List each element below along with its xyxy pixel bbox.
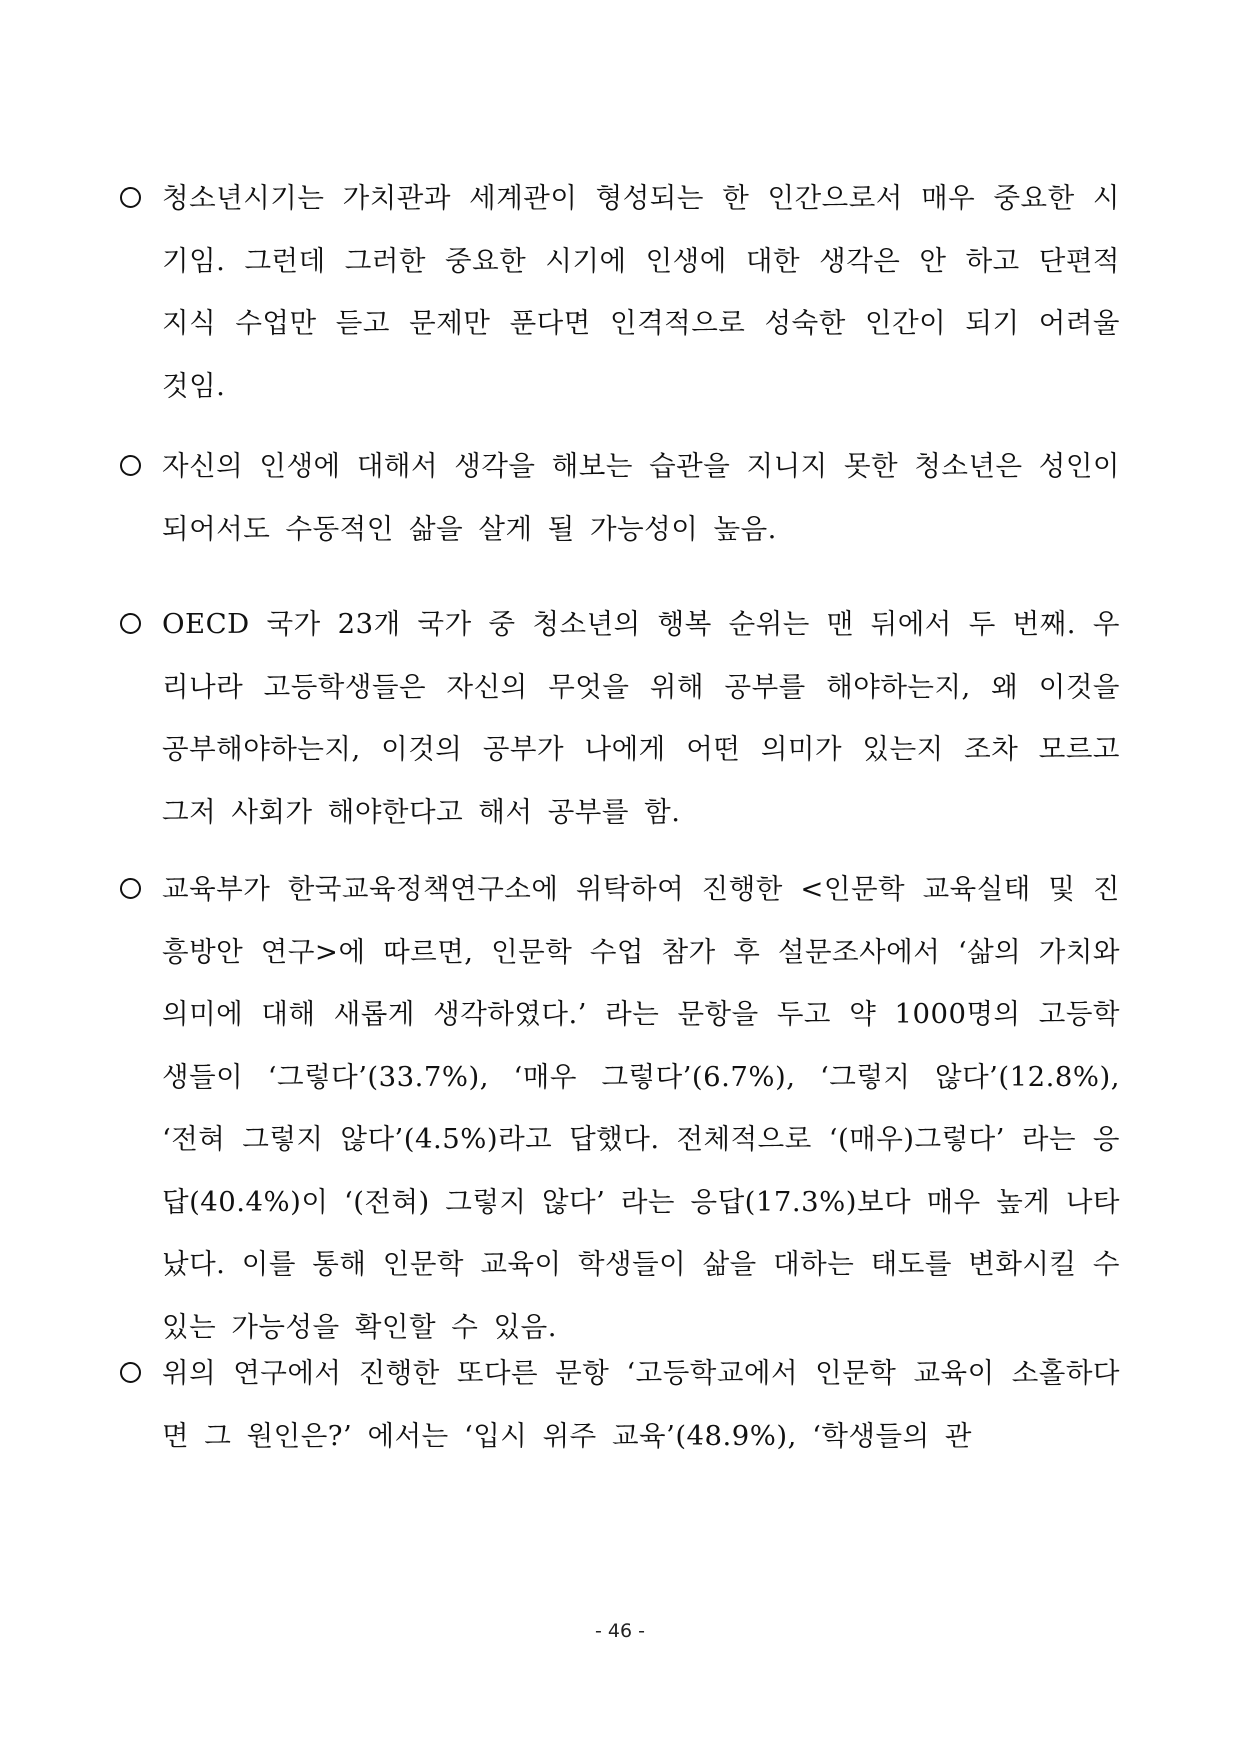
- circle-bullet-icon: [120, 858, 160, 920]
- paragraph-4: [120, 858, 1120, 1358]
- circle-bullet-icon: [120, 1342, 160, 1404]
- paragraph-text: 자신의 인생에 대해서 생각을 해보는 습관을 지니지 못한 청소년은 성인이 되어서도 수동적인 삶을 살게 될 가능성이 높음.: [162, 450, 1120, 545]
- page-number: - 46 -: [595, 1620, 645, 1642]
- paragraph-text: OECD 국가 23개 국가 중 청소년의 행복 순위는 맨 뒤에서 두 번째. 우리나라 고등학생들은 자신의 무엇을 위해 공부를 해야하는지, 왜 이것을 공부해야하는지, 이것의 공부가 나에게 어떤 의미가 있는지 조차 모르고 그저 사회가 해야한다고 해서 공부를 함.: [162, 608, 1120, 828]
- paragraph-text: 청소년시기는 가치관과 세계관이 형성되는 한 인간으로서 매우 중요한 시기임. 그런데 그러한 중요한 시기에 인생에 대한 생각은 안 하고 단편적 지식 수업만 듣고 문제만 푼다면 인격적으로 성숙한 인간이 되기 어려울 것임.: [162, 182, 1120, 402]
- paragraph-text: 위의 연구에서 진행한 또다른 문항 ‘고등학교에서 인문학 교육이 소홀하다면 그 원인은?’ 에서는 ‘입시 위주 교육’(48.9%), ‘학생들의 관: [162, 1357, 1120, 1452]
- paragraph-1: [120, 167, 1120, 417]
- paragraph-3: [120, 593, 1120, 843]
- circle-bullet-icon: [120, 435, 160, 497]
- paragraph-2: [120, 435, 1120, 560]
- circle-bullet-icon: [120, 593, 160, 655]
- paragraph-5: [120, 1342, 1120, 1467]
- circle-bullet-icon: [120, 167, 160, 229]
- paragraph-text: 교육부가 한국교육정책연구소에 위탁하여 진행한 <인문학 교육실태 및 진흥방안 연구>에 따르면, 인문학 수업 참가 후 설문조사에서 ‘삶의 가치와 의미에 대해 새롭게 생각하였다.’ 라는 문항을 두고 약 1000명의 고등학생들이 ‘그렇다’(33.7%), ‘매우 그렇다’(6.7%), ‘그렇지 않다’(12.8%), ‘전혀 그렇지 않다’(4.5%)라고 답했다. 전체적으로 ‘(매우)그렇다’ 라는 응답(40.4%)이 ‘(전혀) 그렇지 않다’ 라는 응답(17.3%)보다 매우 높게 나타났다. 이를 통해 인문학 교육이 학생들이 삶을 대하는 태도를 변화시킬 수 있는 가능성을 확인할 수 있음.: [162, 873, 1120, 1343]
